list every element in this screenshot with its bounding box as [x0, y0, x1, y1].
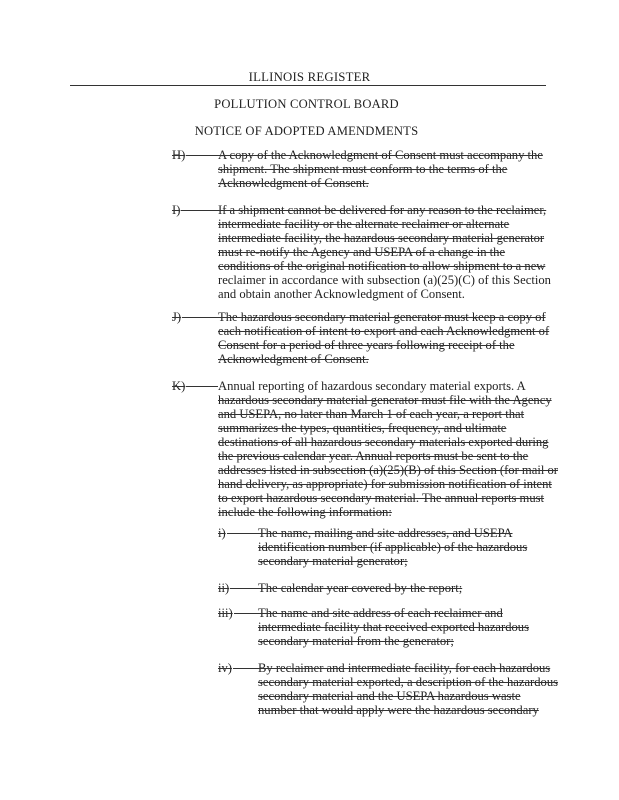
item-text [258, 581, 462, 595]
struck-text-line: addresses listed in subsection (a)(25)(B) of this Section (for mail or [218, 463, 558, 477]
struck-text-line: secondary material generator; [258, 554, 408, 568]
struck-text-line: The hazardous secondary material generator must keep a copy of [218, 310, 546, 324]
struck-text-line: number that would apply were the hazardous secondary [258, 703, 539, 717]
struck-text-line: summarizes the types, quantities, frequency, and ultimate [218, 421, 507, 435]
struck-text-line: The calendar year covered by the report; [258, 581, 463, 595]
struck-text-line: intermediate facility or the alternate reclaimer or alternate [218, 217, 510, 231]
notice-title: NOTICE OF ADOPTED AMENDMENTS [194, 124, 419, 138]
strike-leader [230, 588, 258, 589]
strike-leader [234, 613, 258, 614]
item-text [218, 148, 543, 190]
item-text [218, 203, 551, 301]
struck-text-line: to export hazardous secondary material. The annual reports must [218, 491, 545, 505]
text-line: Annual reporting of hazardous secondary material exports. A [218, 379, 526, 393]
struck-text-line: hazardous secondary material generator must file with the Agency [218, 393, 552, 407]
struck-text-line: identification number (if applicable) of the hazardous [258, 540, 528, 554]
strike-leader [233, 668, 258, 669]
item-label: H) [172, 148, 186, 162]
register-title: ILLINOIS REGISTER [248, 70, 371, 84]
strike-leader [186, 386, 218, 387]
item-text [258, 661, 558, 717]
item-label: K) [172, 379, 186, 393]
struck-text-line: include the following information: [218, 505, 392, 519]
struck-text-line: Consent for a period of three years following receipt of the [218, 338, 515, 352]
board-name: POLLUTION CONTROL BOARD [214, 97, 399, 111]
item-label: ii) [218, 581, 230, 595]
struck-text-line: intermediate facility that received exported hazardous [258, 620, 529, 634]
text-line: and obtain another Acknowledgment of Consent. [218, 287, 465, 301]
struck-text-line: intermediate facility, the hazardous secondary material generator [218, 231, 545, 245]
item-text [258, 606, 529, 648]
item-label: iii) [218, 606, 233, 620]
struck-text-line: secondary material exported, a description of the hazardous [258, 675, 559, 689]
struck-text-line: secondary material from the generator; [258, 634, 454, 648]
strike-leader [182, 317, 218, 318]
struck-text-line: Acknowledgment of Consent. [218, 352, 369, 366]
struck-text-line: and USEPA, no later than March 1 of each year, a report that [218, 407, 525, 421]
item-text [218, 310, 549, 366]
item-text [258, 526, 527, 568]
struck-text-line: hand delivery, as appropriate) for submission notification of intent [218, 477, 552, 491]
struck-text-line: must re-notify the Agency and USEPA of a change in the [218, 245, 506, 259]
item-label: i) [218, 526, 226, 540]
struck-text-line: By reclaimer and intermediate facility, for each hazardous [258, 661, 551, 675]
item-label: J) [172, 310, 182, 324]
struck-text-line: The name, mailing and site addresses, and USEPA [258, 526, 513, 540]
strike-leader [227, 533, 258, 534]
struck-text-line: the previous calendar year. Annual reports must be sent to the [218, 449, 529, 463]
item-text [218, 379, 558, 519]
strike-leader [181, 210, 218, 211]
text-line: reclaimer in accordance with subsection (a)(25)(C) of this Section [218, 273, 551, 287]
struck-text-line: If a shipment cannot be delivered for any reason to the reclaimer, [218, 203, 547, 217]
struck-text-line: Acknowledgment of Consent. [218, 176, 369, 190]
item-label: I) [172, 203, 181, 217]
header-rule [70, 85, 546, 86]
item-label: iv) [218, 661, 232, 675]
struck-text-line: conditions of the original notification to allow shipment to a new [218, 259, 546, 273]
struck-text-line: shipment. The shipment must conform to the terms of the [218, 162, 508, 176]
strike-leader [186, 155, 218, 156]
struck-text-line: The name and site address of each reclaimer and [258, 606, 503, 620]
struck-text-line: destinations of all hazardous secondary materials exported during [218, 435, 549, 449]
struck-text-line: secondary material and the USEPA hazardous waste [258, 689, 521, 703]
struck-text-line: A copy of the Acknowledgment of Consent must accompany the [218, 148, 543, 162]
struck-text-line: each notification of intent to export and each Acknowledgment of [218, 324, 550, 338]
